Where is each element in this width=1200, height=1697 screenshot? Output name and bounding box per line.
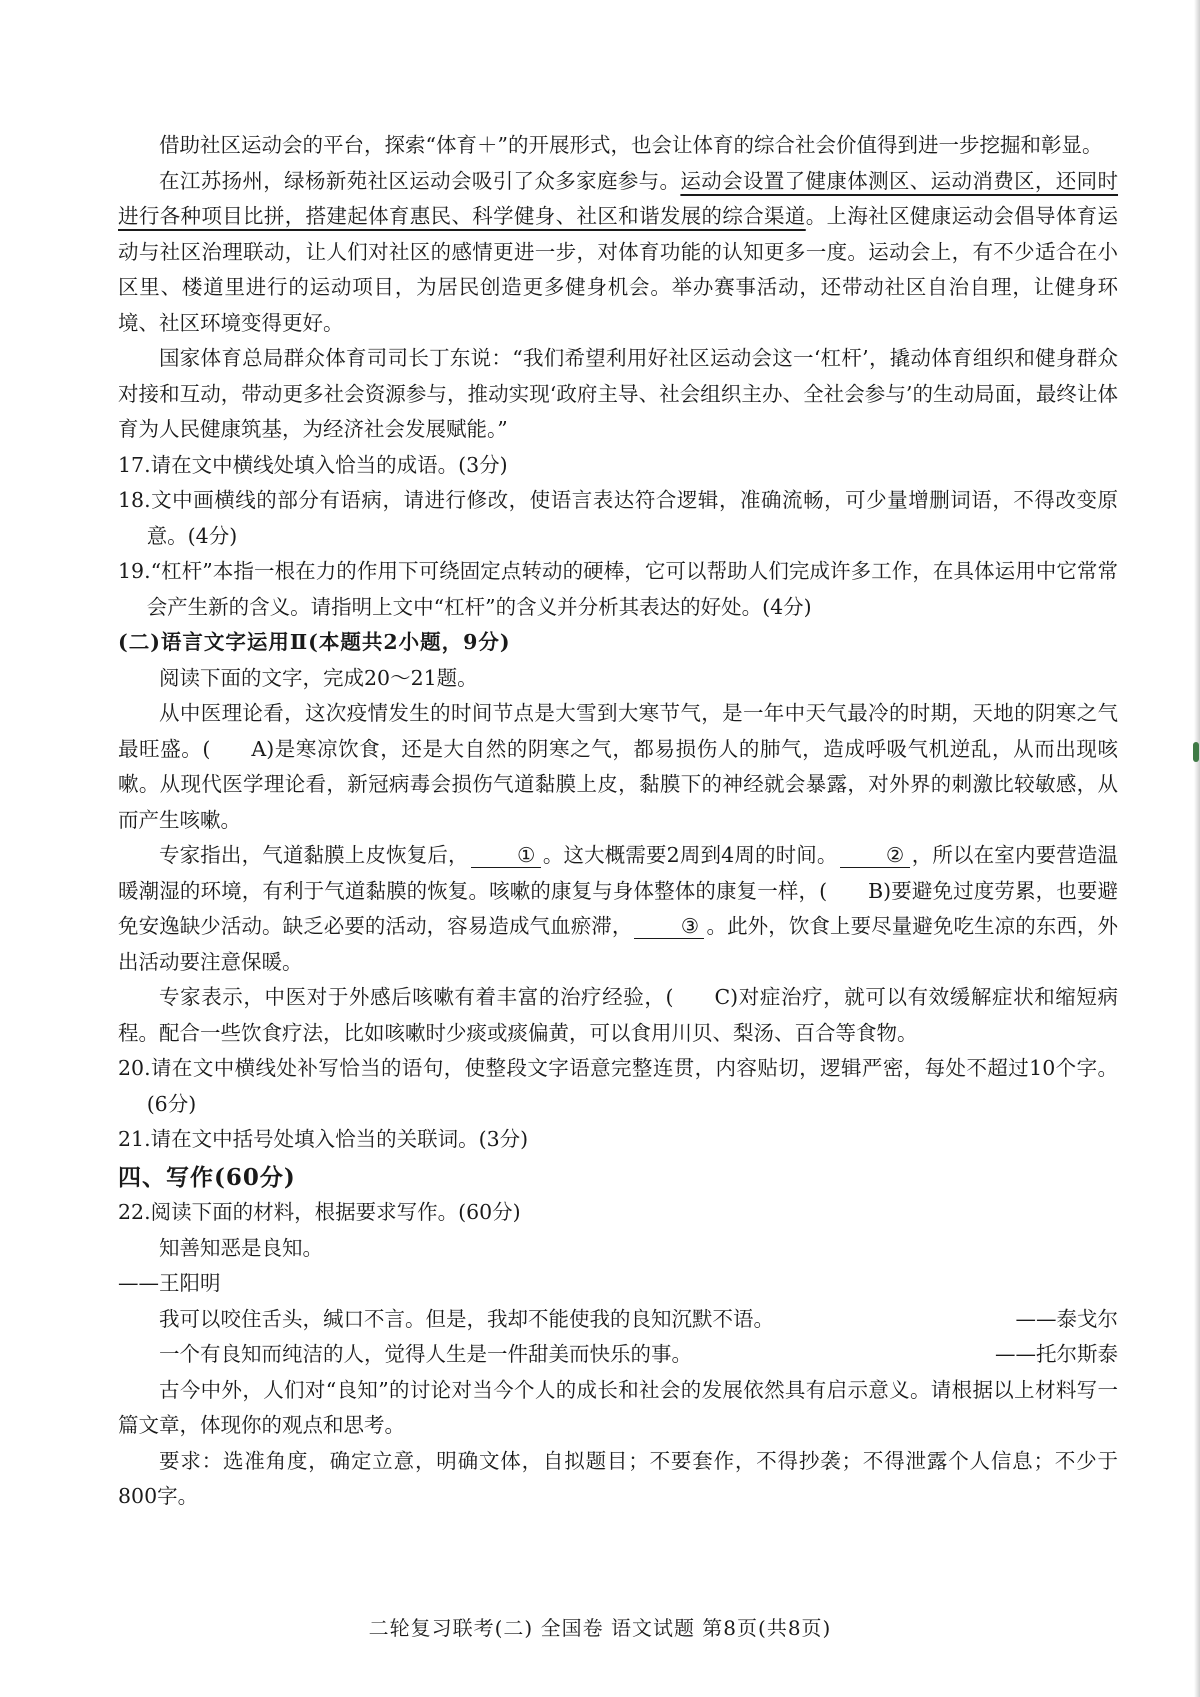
attribution-1: ——王阳明 [118, 1271, 221, 1295]
section-2-heading: (二)语言文字运用Ⅱ(本题共2小题，9分) [118, 630, 511, 654]
question-19: 19.“杠杆”本指一根在力的作用下可绕固定点转动的硬棒，它可以帮助人们完成许多工作，在具体运用中它常常会产生新的含义。请指明上文中“杠杆”的含义并分析其表达的好处。(4分) [118, 559, 1118, 619]
passage1-paragraph-2-end: 。上海社区健康运动会倡导体育运动与社区治理联动，让人们对社区的感情更进一步，对体育功能的认知更多一度。运动会上，有不少适合在小区里、楼道里进行的运动项目，为居民创造更多健身机会。举办赛事活动，还带动社区自治自理，让健身环境、社区环境变得更好。 [118, 204, 1118, 335]
quote-3-row [118, 1337, 1118, 1373]
passage2-text-d: )要避免过度劳累，也要避免安逸缺少活动。缺乏必要的活动，容易造成气血瘀滞， [118, 878, 1118, 938]
passage2-paragraph-1-end: )是寒凉饮食，还是大自然的阴寒之气，都易损伤人的肺气，造成呼吸气机逆乱，从而出现咳嗽。从现代医学理论看，新冠病毒会损伤气道黏膜上皮，黏膜下的神经就会暴露，对外界的刺激比较敏感，从而产生咳嗽。 [118, 736, 1119, 832]
passage1-paragraph-2 [118, 164, 1118, 342]
passage2-text-c: ，所以在室内要营造温暖潮湿的环境，有利于气道黏膜的恢复。咳嗽的康复与身体整体的康复一样，( [118, 843, 1119, 903]
question-21: 21.请在文中括号处填入恰当的关联词。(3分) [118, 1127, 529, 1151]
passage2-paragraph-1-start: 从中医理论看，这次疫情发生的时间节点是大雪到大寒节气，是一年中天气最冷的时期，天地的阴寒之气最旺盛。( [118, 701, 1118, 761]
passage2-text-a: 专家指出，气道黏膜上皮恢复后， [159, 843, 469, 867]
passage1-paragraph-3: 国家体育总局群众体育司司长丁东说：“我们希望利用好社区运动会这一‘杠杆’，撬动体育组织和健身群众对接和互动，带动更多社会资源参与，推动实现‘政府主导、社会组织主办、全社会参与’的生动局面，最终让体育为人民健康筑基，为经济社会发展赋能。” [118, 346, 1118, 441]
blank-2: ② [840, 843, 910, 868]
question-17: 17.请在文中横线处填入恰当的成语。(3分) [118, 452, 508, 477]
blank-1: ① [471, 843, 541, 868]
page-content [118, 128, 1118, 1515]
question-18: 18.文中画横线的部分有语病，请进行修改，使语言表达符合逻辑，准确流畅，可少量增删词语，不得改变原意。(4分) [118, 488, 1118, 548]
passage2-paragraph-2 [118, 838, 1118, 980]
passage2-text-e: 。此外，饮食上要尽量避免吃生凉的东西，外出活动要注意保暖。 [118, 914, 1119, 974]
quote-2: 我可以咬住舌头，缄口不言。但是，我却不能使我的良知沉默不语。 [159, 1306, 774, 1331]
quote-2-row [118, 1302, 1118, 1338]
passage2-paragraph-1 [118, 696, 1118, 838]
attribution-3: ——托尔斯泰 [995, 1342, 1118, 1366]
passage2-text-b: 。这大概需要2周到4周的时间。 [542, 843, 838, 867]
passage2-paragraph-3 [118, 980, 1118, 1051]
underlined-sentence: 运动会设置了健康体测区、运动消费区，还同时进行各种项目比拼，搭建起体育惠民、科学健身、社区和谐发展的综合渠道 [118, 168, 1119, 228]
passage1-paragraph-2-start: 在江苏扬州，绿杨新苑社区运动会吸引了众多家庭参与。 [159, 168, 681, 193]
question-20: 20.请在文中横线处补写恰当的语句，使整段文字语意完整连贯，内容贴切，逻辑严密，每处不超过10个字。(6分) [118, 1056, 1118, 1116]
paren-a: A [251, 736, 267, 761]
writing-heading: 四、写作(60分) [118, 1163, 296, 1191]
quote-3: 一个有良知而纯洁的人，觉得人生是一件甜美而快乐的事。 [159, 1342, 692, 1366]
attribution-2: ——泰戈尔 [1015, 1306, 1118, 1331]
quote-1: 知善知恶是良知。 [159, 1235, 323, 1260]
page-footer: 二轮复习联考(二) 全国卷 语文试题 第8页(共8页) [368, 1616, 832, 1640]
passage1-paragraph-1: 借助社区运动会的平台，探索“体育＋”的开展形式，也会让体育的综合社会价值得到进一步挖掘和彰显。 [159, 133, 1103, 157]
scan-edge [1194, 0, 1200, 1697]
paren-b: B [868, 878, 884, 903]
blank-3: ③ [634, 914, 704, 939]
section-2-intro: 阅读下面的文字，完成20～21题。 [159, 665, 478, 690]
writing-requirements: 要求：选准角度，确定立意，明确文体，自拟题目；不要套作，不得抄袭；不得泄露个人信息；不少于800字。 [118, 1448, 1118, 1508]
writing-prompt: 古今中外，人们对“良知”的讨论对当今个人的成长和社会的发展依然具有启示意义。请根据以上材料写一篇文章，体现你的观点和思考。 [118, 1377, 1118, 1437]
passage2-paragraph-3-end: )对症治疗，就可以有效缓解症状和缩短病程。配合一些饮食疗法，比如咳嗽时少痰或痰偏黄，可以食用川贝、梨汤、百合等食物。 [118, 985, 1119, 1045]
scan-mark [1193, 742, 1199, 762]
passage2-paragraph-3-start: 专家表示，中医对于外感后咳嗽有着丰富的治疗经验，( [159, 985, 674, 1009]
question-22: 22.阅读下面的材料，根据要求写作。(60分) [118, 1200, 521, 1224]
paren-c: C [714, 985, 731, 1009]
